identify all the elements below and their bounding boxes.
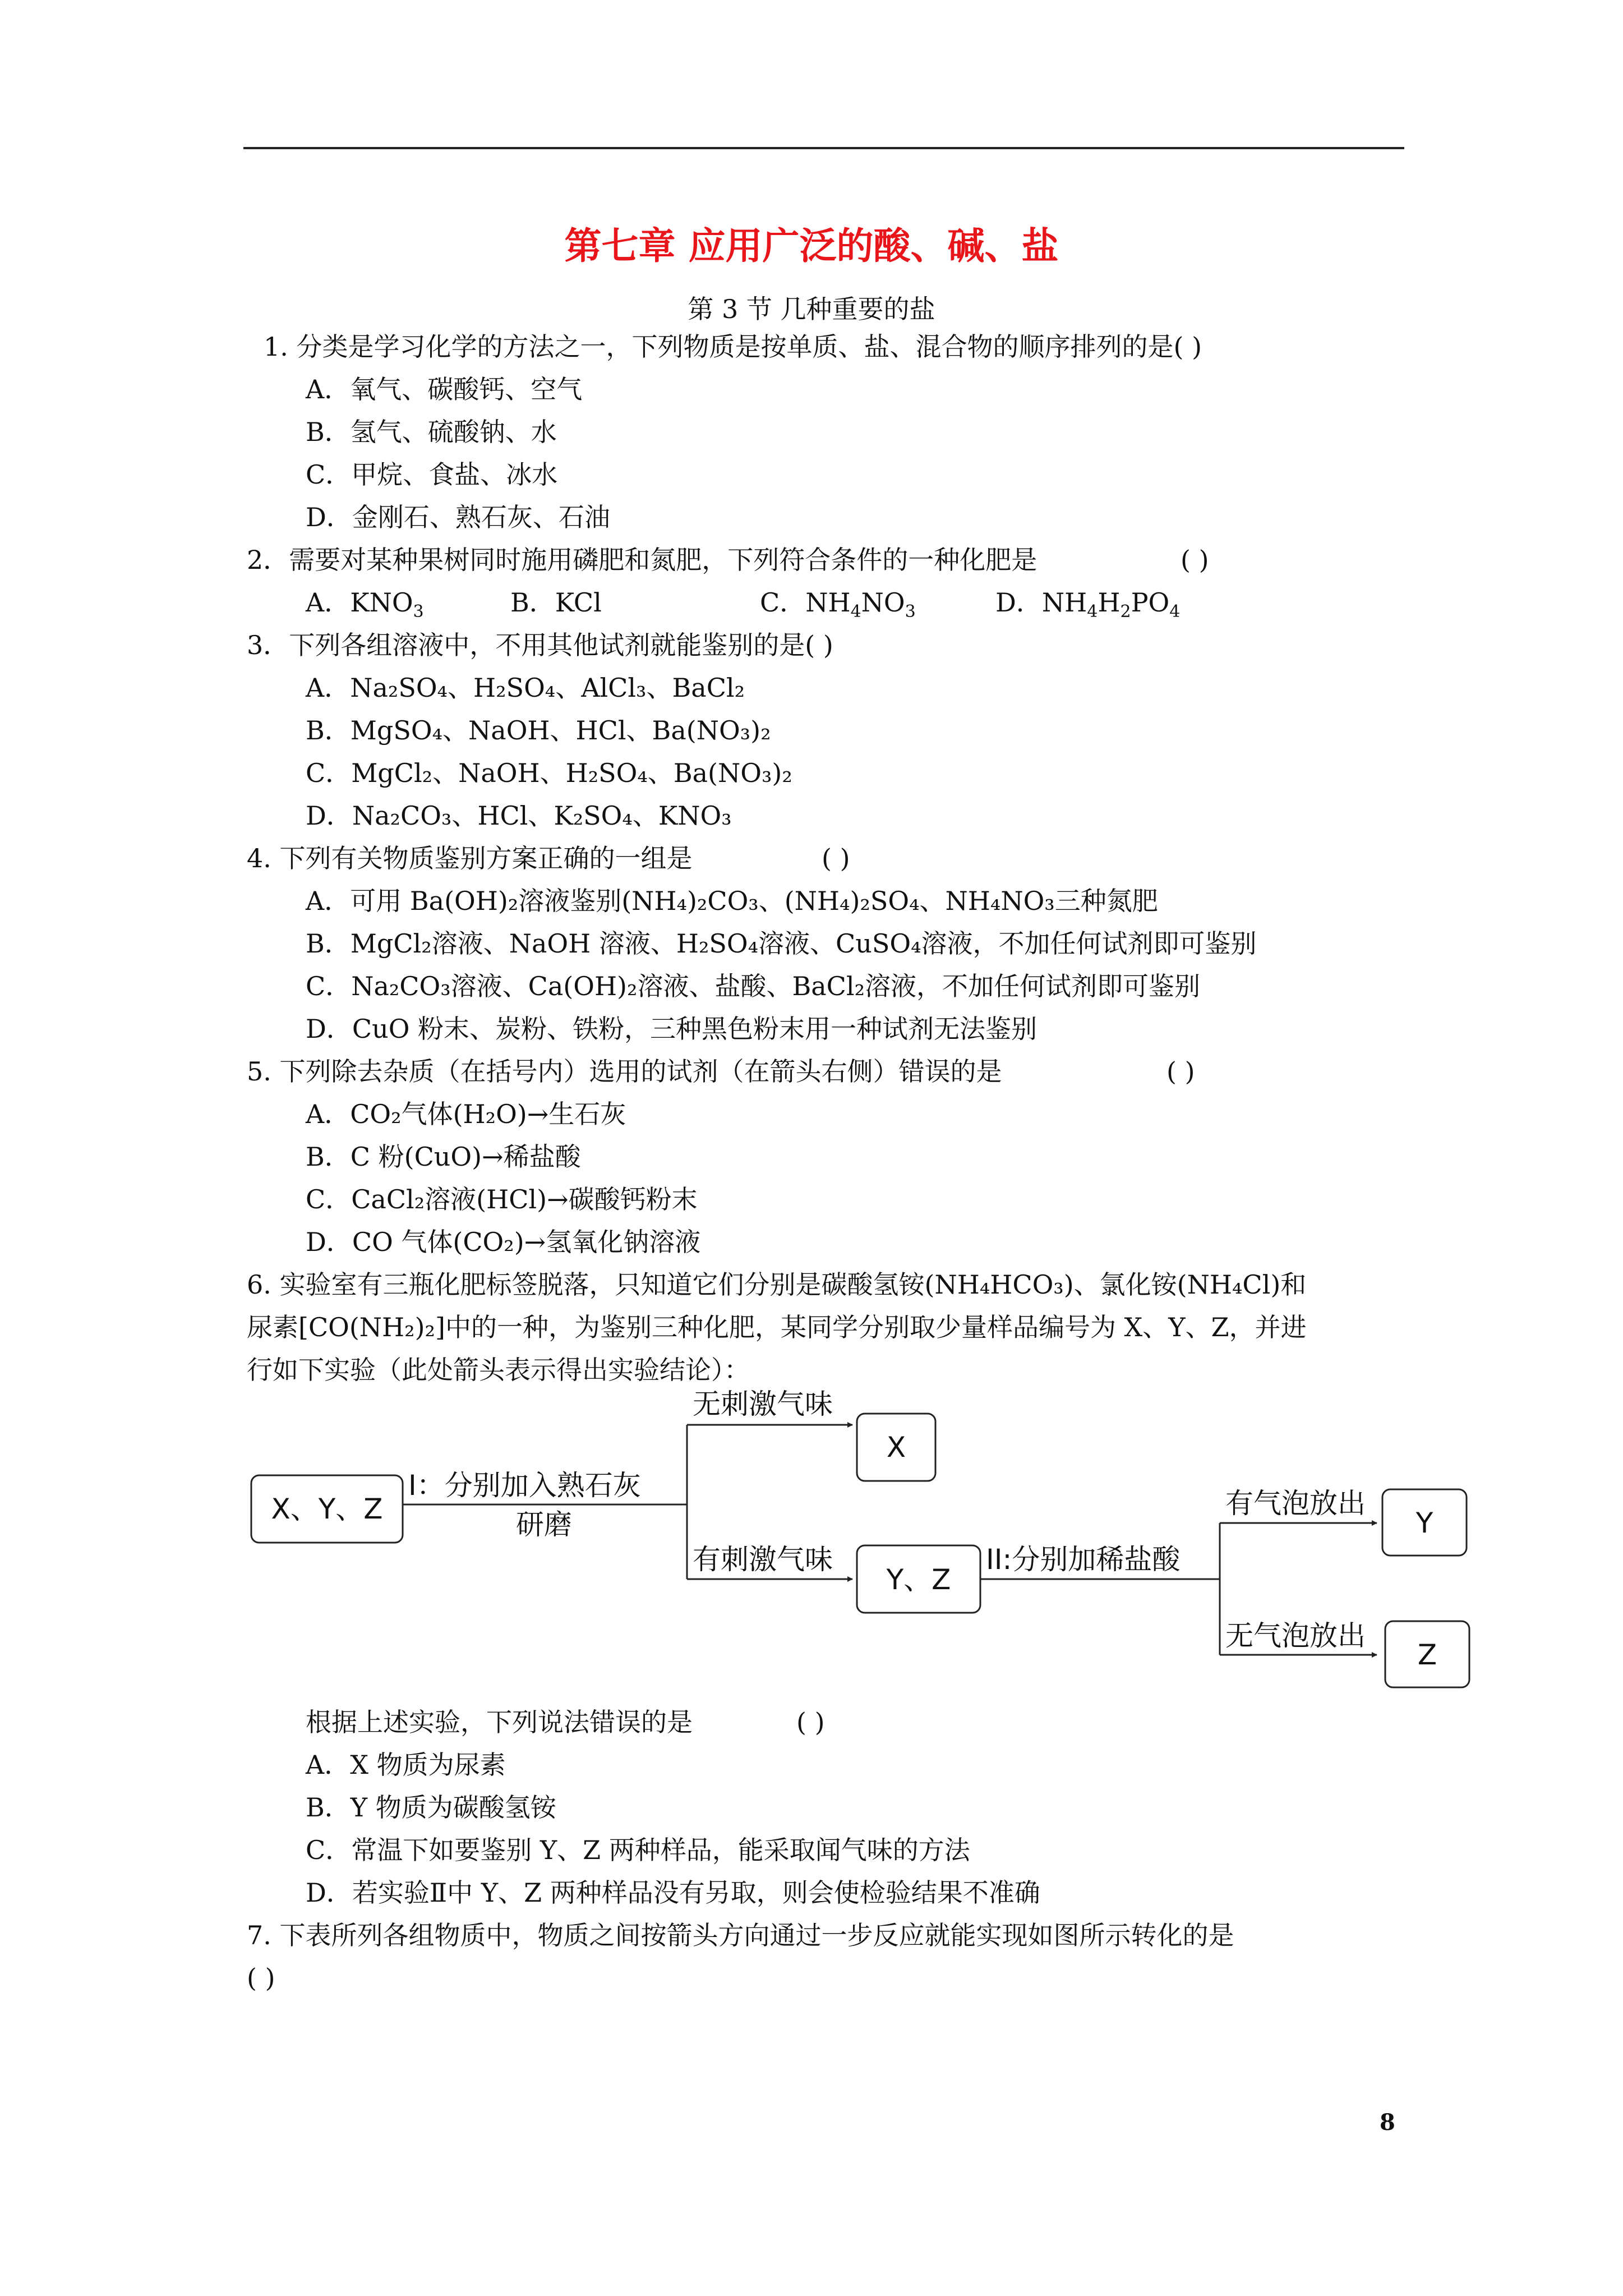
question-4-option-d: D．CuO 粉末、炭粉、铁粉，三种黑色粉末用一种试剂无法鉴别	[306, 1014, 1038, 1044]
question-4-bracket: ( )	[822, 843, 850, 873]
question-4-option-a: A．可用 Ba(OH)₂溶液鉴别(NH₄)₂CO₃、(NH₄)₂SO₄、NH₄NO₃三种氮肥	[306, 886, 1158, 916]
question-1-option-a: A．氧气、碳酸钙、空气	[306, 374, 583, 404]
flow-box-yz-label: Y、Z	[886, 1563, 951, 1596]
question-6-prompt: 根据上述实验，下列说法错误的是	[306, 1707, 693, 1737]
question-7-stem: 7. 下表所列各组物质中，物质之间按箭头方向通过一步反应就能实现如图所示转化的是	[247, 1920, 1234, 1950]
flow-branch-smell: 有刺激气味	[693, 1543, 833, 1576]
question-4-stem: 4. 下列有关物质鉴别方案正确的一组是	[247, 843, 693, 873]
question-3-option-c: C．MgCl₂、NaOH、H₂SO₄、Ba(NO₃)₂	[306, 758, 792, 788]
flow-branch-no-bubbles: 无气泡放出	[1225, 1619, 1366, 1652]
flow-step1-label-line2: 研磨	[516, 1508, 572, 1541]
question-6-option-d: D．若实验Ⅱ中 Y、Z 两种样品没有另取，则会使检验结果不准确	[306, 1878, 1040, 1908]
question-6-stem-line2: 尿素[CO(NH₂)₂]中的一种，为鉴别三种化肥，某同学分别取少量样品编号为 X、Y、Z，并进	[247, 1312, 1307, 1342]
question-4-option-b: B．MgCl₂溶液、NaOH 溶液、H₂SO₄溶液、CuSO₄溶液，不加任何试剂即可鉴别	[306, 928, 1257, 959]
question-6-option-b: B．Y 物质为碳酸氢铵	[306, 1792, 556, 1823]
question-3-option-d: D．Na₂CO₃、HCl、K₂SO₄、KNO₃	[306, 800, 732, 831]
header-rule	[243, 147, 1404, 149]
question-5-option-d: D．CO 气体(CO₂)→氢氧化钠溶液	[306, 1227, 701, 1257]
question-2-option-c: C．$NH_4NO_3$	[760, 587, 916, 622]
flow-start-label: X、Y、Z	[271, 1493, 383, 1525]
flow-box-x-label: X	[886, 1431, 906, 1464]
question-3-option-b: B．MgSO₄、NaOH、HCl、Ba(NO₃)₂	[306, 715, 771, 746]
question-1-option-b: B．氢气、硫酸钠、水	[306, 417, 557, 447]
question-6-bracket: ( )	[796, 1707, 825, 1737]
question-2-option-a: A．$KNO_3$	[306, 587, 424, 622]
question-5-option-a: A．CO₂气体(H₂O)→生石灰	[306, 1099, 626, 1129]
flow-box-y-label: Y	[1415, 1507, 1433, 1539]
question-3-option-a: A．Na₂SO₄、H₂SO₄、AlCl₃、BaCl₂	[306, 673, 745, 703]
question-2-stem: 2．需要对某种果树同时施用磷肥和氮肥，下列符合条件的一种化肥是	[247, 545, 1038, 575]
flow-branch-no-smell: 无刺激气味	[693, 1388, 833, 1420]
question-6-option-c: C．常温下如要鉴别 Y、Z 两种样品，能采取闻气味的方法	[306, 1835, 970, 1865]
question-6-stem-line1: 6. 实验室有三瓶化肥标签脱落，只知道它们分别是碳酸氢铵(NH₄HCO₃)、氯化铵(NH₄Cl)和	[247, 1269, 1307, 1300]
question-6-option-a: A．X 物质为尿素	[306, 1750, 506, 1780]
flow-step1-label: I：分别加入熟石灰	[408, 1469, 641, 1502]
experiment-flowchart	[247, 1388, 1503, 1703]
flow-box-z-label: Z	[1417, 1639, 1437, 1671]
question-5-option-b: B．C 粉(CuO)→稀盐酸	[306, 1142, 581, 1172]
flow-step2-label: II:分别加稀盐酸	[986, 1543, 1181, 1576]
question-1-stem: 1. 分类是学习化学的方法之一，下列物质是按单质、盐、混合物的顺序排列的是( )	[264, 332, 1202, 362]
section-title: 第 3 节 几种重要的盐	[688, 294, 935, 324]
question-1-option-d: D．金刚石、熟石灰、石油	[306, 502, 610, 532]
question-5-option-c: C．CaCl₂溶液(HCl)→碳酸钙粉末	[306, 1184, 698, 1214]
question-2-option-b: B．KCl	[510, 587, 602, 618]
flow-branch-bubbles: 有气泡放出	[1225, 1487, 1366, 1520]
question-7-bracket: ( )	[247, 1963, 275, 1993]
question-5-stem: 5. 下列除去杂质（在括号内）选用的试剂（在箭头右侧）错误的是	[247, 1056, 1002, 1087]
question-2-option-d: D．$NH_4H_2PO_4$	[995, 587, 1181, 622]
chapter-title: 第七章 应用广泛的酸、碱、盐	[564, 224, 1059, 268]
question-2-bracket: ( )	[1181, 545, 1209, 575]
question-5-bracket: ( )	[1166, 1056, 1195, 1087]
question-4-option-c: C．Na₂CO₃溶液、Ca(OH)₂溶液、盐酸、BaCl₂溶液，不加任何试剂即可鉴别	[306, 971, 1201, 1001]
question-6-stem-line3: 行如下实验（此处箭头表示得出实验结论）：	[247, 1355, 750, 1385]
page-number: 8	[1380, 2109, 1395, 2136]
question-3-stem: 3．下列各组溶液中，不用其他试剂就能鉴别的是( )	[247, 630, 833, 660]
question-1-option-c: C．甲烷、食盐、冰水	[306, 459, 558, 490]
